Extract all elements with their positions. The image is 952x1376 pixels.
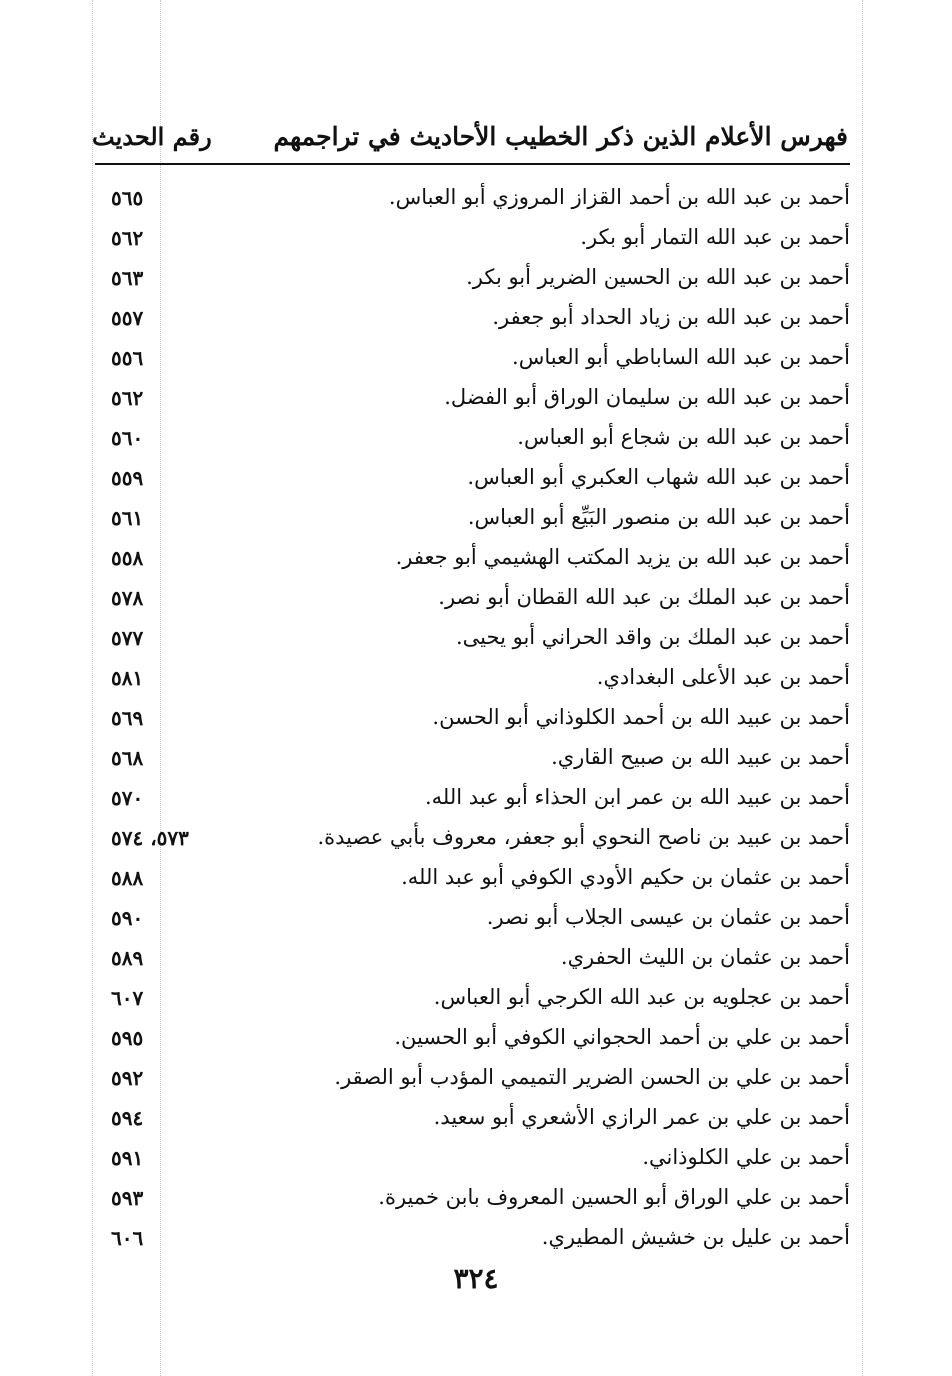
hadith-number: ٥٦١	[111, 506, 144, 530]
index-entry	[95, 183, 850, 223]
entry-name: أحمد بن عبد الأعلى البغدادي.	[596, 665, 850, 689]
hadith-number: ٥٧٣، ٥٧٤	[111, 826, 189, 850]
hadith-number: ٥٨٩	[111, 946, 144, 970]
entry-name: أحمد بن عثمان بن الليث الحفري.	[560, 945, 850, 969]
index-entry	[95, 223, 850, 263]
entry-name: أحمد بن علي بن عمر الرازي الأشعري أبو سعيد.	[433, 1105, 850, 1129]
index-entry	[95, 423, 850, 463]
index-entry	[95, 383, 850, 423]
index-entry	[95, 1063, 850, 1103]
hadith-number: ٥٥٦	[111, 346, 144, 370]
index-entry	[95, 783, 850, 823]
index-entry	[95, 1183, 850, 1223]
scan-guide-line	[862, 0, 863, 1376]
hadith-number: ٥٥٧	[111, 306, 144, 330]
hadith-number: ٥٩٢	[111, 1066, 144, 1090]
index-entry	[95, 903, 850, 943]
index-entry	[95, 1023, 850, 1063]
index-entry	[95, 863, 850, 903]
page-header	[92, 118, 848, 162]
index-entry	[95, 1223, 850, 1263]
hadith-number: ٥٦٢	[111, 226, 144, 250]
index-entry	[95, 263, 850, 303]
entry-name: أحمد بن عبد الله بن أحمد القزاز المروزي أبو العباس.	[388, 185, 850, 209]
entry-name: أحمد بن عبد الله الساباطي أبو العباس.	[512, 345, 850, 369]
entry-name: أحمد بن عبد الله بن الحسين الضرير أبو بكر.	[466, 265, 850, 289]
hadith-number: ٥٩٤	[111, 1106, 144, 1130]
hadith-number: ٥٦٣	[111, 266, 144, 290]
index-entry	[95, 943, 850, 983]
column-label: رقم الحديث	[92, 122, 212, 151]
index-entry	[95, 543, 850, 583]
entry-name: أحمد بن عبيد الله بن عمر ابن الحذاء أبو عبد الله.	[424, 785, 850, 809]
hadith-number: ٥٦٠	[111, 426, 144, 450]
page-number: ٣٢٤	[453, 1262, 499, 1295]
index-entry	[95, 1143, 850, 1183]
entry-name: أحمد بن عبد الله بن يزيد المكتب الهشيمي أبو جعفر.	[395, 545, 850, 569]
index-entry	[95, 503, 850, 543]
index-entry	[95, 583, 850, 623]
hadith-number: ٥٧٧	[111, 626, 144, 650]
hadith-number: ٥٧٨	[111, 586, 144, 610]
index-entry	[95, 343, 850, 383]
index-entry	[95, 983, 850, 1023]
hadith-number: ٥٨١	[111, 666, 144, 690]
hadith-number: ٥٩٥	[111, 1026, 144, 1050]
index-entry	[95, 743, 850, 783]
entry-name: أحمد بن علي بن الحسن الضرير التميمي المؤدب أبو الصقر.	[334, 1065, 850, 1089]
index-entry	[95, 463, 850, 503]
index-entry	[95, 623, 850, 663]
entry-name: أحمد بن علي الكلوذاني.	[642, 1145, 850, 1169]
entry-name: أحمد بن عبد الله شهاب العكبري أبو العباس.	[467, 465, 850, 489]
hadith-number: ٥٩١	[111, 1146, 144, 1170]
entry-name: أحمد بن علي بن أحمد الحجواني الكوفي أبو الحسين.	[394, 1025, 850, 1049]
index-entry	[95, 703, 850, 743]
hadith-number: ٥٦٢	[111, 386, 144, 410]
hadith-number: ٥٩٠	[111, 906, 144, 930]
hadith-number: ٥٧٠	[111, 786, 144, 810]
entry-name: أحمد بن عبد الله بن شجاع أبو العباس.	[517, 425, 850, 449]
entry-name: أحمد بن عبد الله بن زياد الحداد أبو جعفر.	[492, 305, 850, 329]
entry-name: أحمد بن عليل بن خشيش المطيري.	[541, 1225, 850, 1249]
page-title: فهرس الأعلام الذين ذكر الخطيب الأحاديث في تراجمهم	[273, 122, 848, 151]
entry-name: أحمد بن عبد الله بن سليمان الوراق أبو الفضل.	[444, 385, 850, 409]
hadith-number: ٦٠٧	[111, 986, 144, 1010]
entry-name: أحمد بن عبد الملك بن عبد الله القطان أبو نصر.	[438, 585, 850, 609]
entry-name: أحمد بن عبد الله التمار أبو بكر.	[580, 225, 850, 249]
entry-name: أحمد بن عثمان بن حكيم الأودي الكوفي أبو عبد الله.	[401, 865, 850, 889]
entry-name: أحمد بن عثمان بن عيسى الجلاب أبو نصر.	[486, 905, 850, 929]
hadith-number: ٥٥٩	[111, 466, 144, 490]
header-divider	[95, 163, 850, 165]
entry-name: أحمد بن عبيد الله بن أحمد الكلوذاني أبو الحسن.	[432, 705, 850, 729]
hadith-number: ٥٦٥	[111, 186, 144, 210]
hadith-number: ٦٠٦	[111, 1226, 144, 1250]
index-entry	[95, 663, 850, 703]
hadith-number: ٥٩٣	[111, 1186, 144, 1210]
entry-name: أحمد بن عبد الملك بن واقد الحراني أبو يحيى.	[456, 625, 850, 649]
entry-name: أحمد بن عجلويه بن عبد الله الكرجي أبو العباس.	[433, 985, 850, 1009]
entry-name: أحمد بن عبد الله بن منصور البَيِّع أبو العباس.	[467, 505, 850, 529]
entry-name: أحمد بن عبيد بن ناصح النحوي أبو جعفر، معروف بأبي عصيدة.	[317, 825, 850, 849]
scan-guide-line	[92, 0, 93, 1376]
hadith-number: ٥٦٨	[111, 746, 144, 770]
entry-name: أحمد بن عبيد الله بن صبيح القاري.	[551, 745, 850, 769]
entry-name: أحمد بن علي الوراق أبو الحسين المعروف بابن خميرة.	[378, 1185, 850, 1209]
hadith-number: ٥٥٨	[111, 546, 144, 570]
index-entry	[95, 303, 850, 343]
index-entry	[95, 1103, 850, 1143]
hadith-number: ٥٨٨	[111, 866, 144, 890]
index-list	[95, 183, 850, 1263]
hadith-number: ٥٦٩	[111, 706, 144, 730]
index-entry	[95, 823, 850, 863]
